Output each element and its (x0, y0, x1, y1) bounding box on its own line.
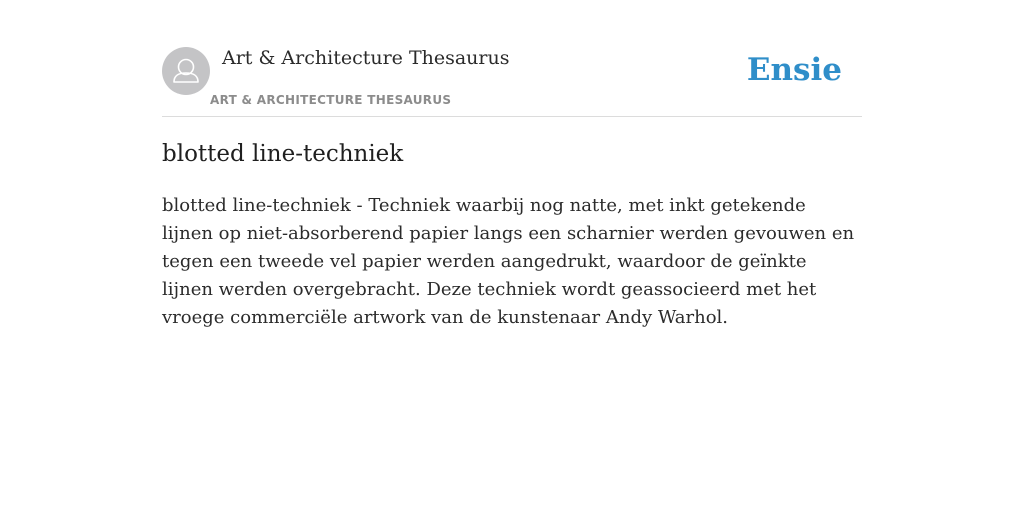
author-avatar[interactable] (162, 47, 210, 95)
author-name[interactable]: Art & Architecture Thesaurus (222, 47, 510, 69)
content-container (162, 0, 862, 328)
author-subtitle[interactable]: ART & ARCHITECTURE THESAURUS (210, 93, 452, 107)
author-header (162, 0, 862, 117)
user-icon (162, 47, 210, 95)
entry-definition: blotted line-techniek - Techniek waarbij nog natte, met inkt getekende lijnen op niet-absorberend papier langs een scharnier werden gevouwen en tegen een tweede vel papier werden aangedrukt, waardoor de geïnkte lijnen werden overgebracht. Deze techniek wordt geassocieerd met het vroege commerciële artwork van de kunstenaar Andy Warhol. (162, 195, 855, 328)
entry-title: blotted line-techniek (162, 141, 404, 167)
brand-logo[interactable]: Ensie (746, 52, 842, 88)
